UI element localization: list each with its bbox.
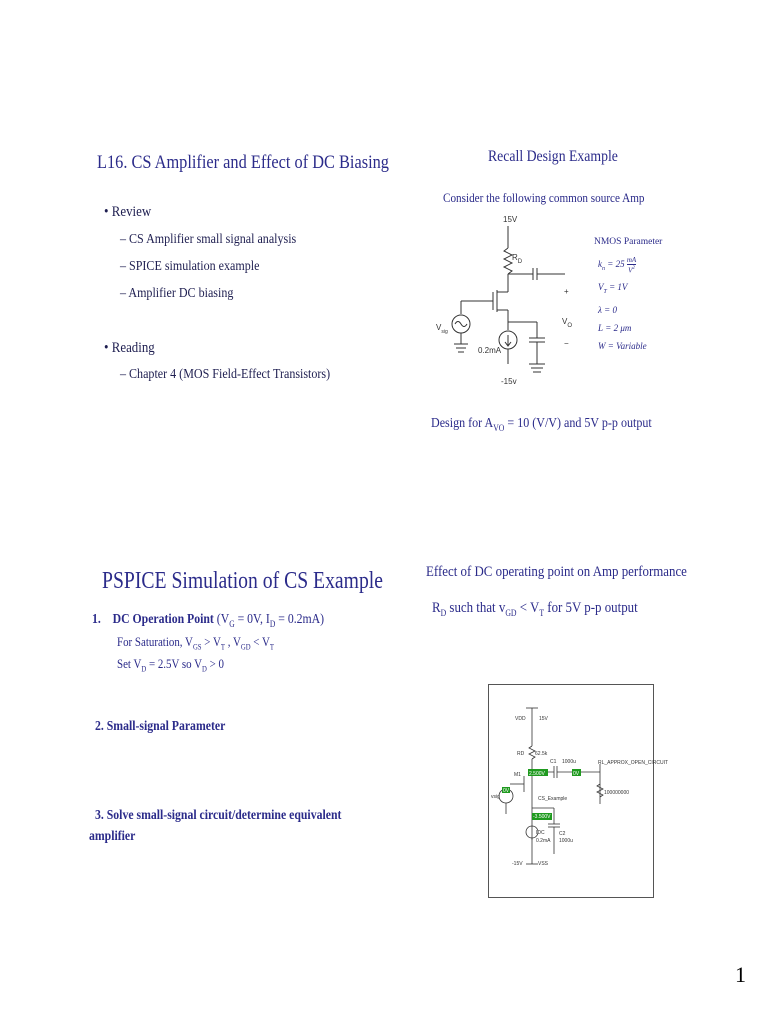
- kn-eq: = 25: [607, 259, 625, 269]
- sub-item-text: Chapter 4 (MOS Field-Effect Transistors): [129, 367, 331, 382]
- step1-num: 1.: [92, 612, 101, 627]
- bullet-review-label: Review: [111, 204, 152, 220]
- sch-m1: M1: [514, 772, 521, 778]
- step2: 2. Small-signal Parameter: [95, 719, 226, 734]
- sat-t2: T: [269, 642, 274, 652]
- sch-node-2v5: 2.500V: [529, 771, 545, 777]
- cond-t: T: [539, 608, 545, 618]
- sch-rd-val: 62.5k: [535, 751, 548, 757]
- sch-rd: RD: [517, 751, 525, 757]
- step1-cond-b: = 0V, I: [234, 612, 270, 627]
- step1-cond-a: (V: [216, 612, 230, 627]
- kn-den: V: [628, 266, 633, 275]
- sat-gs: GS: [192, 642, 202, 652]
- kn-sym: k: [598, 259, 602, 269]
- sat-b: > V: [201, 634, 221, 649]
- slide1-title: L16. CS Amplifier and Effect of DC Biasing: [97, 152, 389, 173]
- sub-item-text: SPICE simulation example: [129, 259, 260, 274]
- sat-c: , V: [224, 634, 241, 649]
- saturation-condition: [117, 634, 274, 652]
- step1-cond-c: = 0.2mA): [275, 612, 325, 627]
- vsig-sym: V: [436, 323, 442, 332]
- vo-sub: O: [567, 323, 573, 329]
- design-post: = 10 (V/V) and 5V p-p output: [504, 416, 652, 431]
- set-vd: [117, 656, 224, 674]
- kn-sub: n: [602, 265, 605, 272]
- sub-item: – Chapter 4 (MOS Field-Effect Transistors): [120, 367, 331, 382]
- cond-d: D: [440, 608, 447, 618]
- step1-cond: [217, 612, 324, 627]
- step3-line2: amplifier: [89, 829, 136, 844]
- step1: [92, 612, 324, 629]
- nmos-parameter-title: NMOS Parameter: [594, 237, 663, 247]
- param-kn: [598, 255, 647, 278]
- slide4-title: Effect of DC operating point on Amp performance: [426, 564, 687, 580]
- slide2-intro: Consider the following common source Amp: [443, 190, 645, 205]
- slide2-title: Recall Design Example: [488, 148, 618, 165]
- nmos-parameter-list: [598, 255, 647, 355]
- vo-label: [562, 317, 572, 329]
- sub-item: – CS Amplifier small signal analysis: [120, 232, 297, 247]
- plus-sign: +: [564, 287, 569, 296]
- design-spec: [431, 416, 652, 433]
- sch-vsig: vsig: [491, 794, 500, 800]
- minus-sign: −: [564, 339, 569, 348]
- sch-c1-val: 1000u: [562, 759, 576, 765]
- step3-line1: 3. Solve small-signal circuit/determine equivalent: [95, 808, 342, 823]
- sat-gd: GD: [240, 642, 251, 652]
- step1-cond-sub2: D: [269, 618, 276, 629]
- sch-c1: C1: [550, 759, 557, 765]
- vss-label: -15v: [501, 377, 517, 386]
- cond-e: for 5V p-p output: [544, 600, 638, 616]
- bullet-reading: • Reading: [104, 340, 155, 356]
- vsig-sub: sig: [441, 329, 448, 335]
- kn-den-sup: 2: [632, 265, 635, 271]
- set-b: = 2.5V so V: [146, 656, 203, 671]
- sub-item: – Amplifier DC biasing: [120, 286, 234, 301]
- cond-b: such that v: [446, 600, 506, 616]
- lambda-value: = 0: [604, 304, 617, 315]
- pspice-schematic: [488, 684, 669, 898]
- sch-idc-val: 0.2mA: [536, 838, 551, 844]
- bullet-review: • Review: [104, 204, 152, 220]
- param-length: L = 2 μm: [598, 322, 632, 333]
- set-d: D: [141, 664, 147, 674]
- length-value: = 2 μm: [605, 322, 632, 333]
- step1-cond-sub: G: [229, 618, 235, 629]
- sch-rl: RL_APPROX_OPEN_CIRCUIT: [598, 760, 669, 766]
- vdd-label: 15V: [503, 215, 518, 224]
- kn-num: mA: [626, 255, 637, 264]
- step1-label: DC Operation Point: [112, 612, 214, 627]
- sub-item-text: CS Amplifier small signal analysis: [129, 232, 297, 247]
- sch-rl-val: 100000000: [604, 790, 630, 796]
- sat-d: < V: [250, 634, 270, 649]
- sch-c2-val: 1000u: [559, 838, 573, 844]
- vsig-label: [436, 323, 448, 335]
- rd-sym: R: [512, 253, 518, 262]
- set-c: > 0: [206, 656, 224, 671]
- param-lambda: λ = 0: [598, 304, 617, 315]
- param-width: W = Variable: [598, 340, 647, 351]
- width-value: = Variable: [607, 340, 647, 351]
- vt-value: = 1V: [609, 281, 628, 292]
- sch-vss: VSS: [538, 861, 549, 867]
- sch-node-neg3v5: -3.500V: [533, 814, 551, 820]
- sch-c2: C2: [559, 831, 566, 837]
- page-number: 1: [735, 962, 746, 987]
- kn-fraction: [627, 256, 636, 274]
- sat-a: For Saturation, V: [117, 634, 193, 649]
- current-label: 0.2mA: [478, 346, 502, 355]
- sch-cs-example: CS_Example: [538, 796, 568, 802]
- sch-node-0v: 0V: [573, 771, 580, 777]
- sub-item: – SPICE simulation example: [120, 259, 260, 274]
- sch-idc: IDC: [536, 830, 545, 836]
- rd-sub: D: [517, 259, 523, 265]
- sch-neg15v: -15V: [512, 861, 523, 867]
- sat-t: T: [220, 642, 225, 652]
- cond-c: < V: [516, 600, 540, 616]
- sub-item-text: Amplifier DC biasing: [128, 286, 234, 301]
- slide4-condition: [432, 600, 638, 618]
- set-a: Set V: [117, 656, 142, 671]
- sch-v0: 0V: [503, 788, 510, 794]
- sch-vdd: VDD: [515, 716, 526, 722]
- set-d2: D: [202, 664, 207, 674]
- param-vt: $V_T = 1V$: [598, 281, 628, 295]
- sch-15v: 15V: [539, 716, 548, 722]
- rd-label: [512, 253, 523, 265]
- design-sub: VO: [493, 422, 505, 433]
- cond-a: R: [432, 600, 441, 616]
- design-pre: Design for A: [431, 416, 494, 431]
- slide3-title: PSPICE Simulation of CS Example: [102, 568, 384, 594]
- bullet-reading-label: Reading: [111, 340, 155, 356]
- vo-sym: V: [562, 317, 568, 326]
- cond-gd: GD: [505, 608, 517, 618]
